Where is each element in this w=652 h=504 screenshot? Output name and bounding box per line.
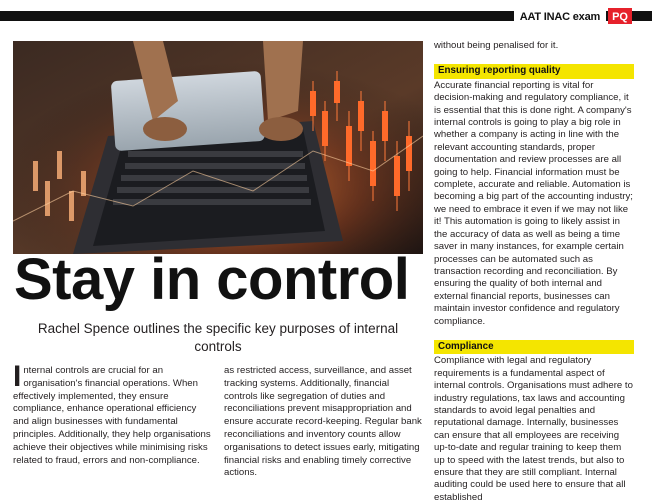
section-text-reporting-quality: Accurate financial reporting is vital for decision-making and regulatory compliance, it is essential that this is done right. A company's internal controls is going to play a big role in whether a company is acting in line with the relevant accounting standards, proper documentation and review processes are all going to help. Financial information must be complete, accurate and reliable. Automation is becoming a big part of the accounting industry; we need to embrace it even if we may not like it! This automation is going to likely assist in the accuracy of data as well as being a time saver in many instances, for example certain processes can be automated such as transaction recording and reconciliation. By ensuring the quality of both internal and external financial reports, businesses can maintain investor confidence and regulatory compliance. (434, 79, 633, 327)
column-2-text: as restricted access, surveillance, and asset tracking systems. Additionally, financial controls like segregation of duties and reconciliations prevent misappropriation and ensure accurate record-keeping. Regular bank reconciliations and inventory counts allow organisations to detect issues early, mitigating financial risks and enabling timely corrective actions. (224, 365, 422, 479)
column-3-intro: without being penalised for it. (434, 40, 559, 51)
column-1-text: nternal controls are crucial for an organisation's financial operations. When effectively implemented, they ensure compliance, enhance operational efficiency and align businesses with fundamental principles. Additionally, they help organisations achieve their objectives while minimising risks related to fraud, errors and non-compliance. (13, 365, 211, 466)
section-text-compliance: Compliance with legal and regulatory requirements is a fundamental aspect of internal controls. Organisations must adhere to industry regulations, tax laws and accounting standards to avoid legal penalties and reputational damage. Internally, businesses can ensure that all employees are receiving up-to-date and regular training to keep them up to speed with the latest trends, but also to ensure that they are still compliant. Internal auditing could be used here to ensure that all established (434, 355, 633, 503)
brand-title: AAT INAC exam (514, 8, 606, 24)
drop-cap: I (13, 360, 22, 393)
article-standfirst: Rachel Spence outlines the specific key purposes of internal controls (37, 321, 399, 354)
brand-tag: PQ (608, 8, 632, 24)
body-column-2 (224, 365, 424, 480)
body-column-3 (434, 40, 634, 504)
section-heading-compliance: Compliance (434, 340, 634, 354)
body-column-1 (13, 360, 213, 467)
article-headline: Stay in control (14, 247, 410, 312)
magazine-brand (514, 8, 632, 24)
hero-photo (13, 41, 423, 254)
section-heading-reporting-quality: Ensuring reporting quality (434, 64, 634, 78)
